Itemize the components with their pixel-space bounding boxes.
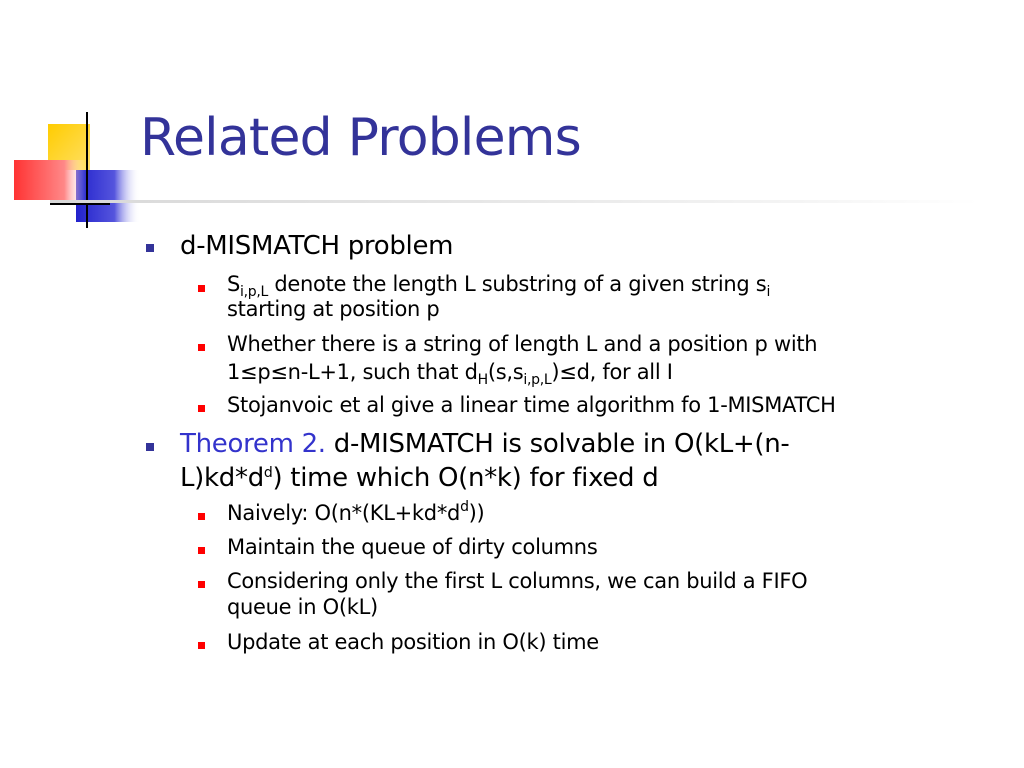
sub-bullet-marker	[198, 285, 205, 292]
superscript: d	[460, 499, 469, 515]
bullet-line	[180, 461, 790, 495]
text-run: L)kd*d	[180, 463, 264, 493]
sub-bullet-line: Stojanvoic et al give a linear time algorithm fo 1-MISMATCH	[227, 393, 836, 417]
sub-bullet-line: starting at position p	[227, 297, 440, 321]
sub-bullet-line	[227, 270, 770, 298]
bullet-theorem	[180, 427, 790, 495]
theorem-label: Theorem 2.	[180, 429, 326, 459]
sub-bullet-marker	[198, 642, 205, 649]
sub-bullet-marker	[198, 405, 205, 412]
sub-bullet-line: queue in O(kL)	[227, 595, 378, 619]
slide-title: Related Problems	[140, 108, 581, 168]
superscript: d	[263, 465, 273, 481]
bullet-marker	[146, 244, 154, 252]
text-run: )≤d, for all I	[551, 360, 673, 384]
sub-bullet-marker	[198, 581, 205, 588]
subscript: i,p,L	[523, 372, 552, 388]
sub-bullet-considering	[227, 567, 807, 621]
text-run: d-MISMATCH is solvable in O(kL+(n-	[325, 429, 790, 459]
text-run: (s,s	[487, 360, 524, 384]
sub-bullet-line: Considering only the first L columns, we can build a FIFO	[227, 569, 808, 593]
sub-bullet-line: Whether there is a string of length L and a position p with	[227, 332, 818, 356]
sub-bullet-update	[227, 628, 599, 656]
sub-bullet-line	[227, 499, 484, 527]
sub-bullet-maintain	[227, 533, 597, 561]
subscript: i	[766, 284, 771, 300]
text-run: 1≤p≤n-L+1, such that d	[227, 360, 478, 384]
subscript: i,p,L	[240, 284, 269, 300]
sub-bullet-line: Maintain the queue of dirty columns	[227, 535, 598, 559]
sub-bullet-line: Update at each position in O(k) time	[227, 630, 599, 654]
bullet-line	[180, 427, 790, 461]
text-run: denote the length L substring of a given string s	[268, 272, 767, 296]
text-run: ) time which O(n*k) for fixed d	[272, 463, 659, 493]
bullet-text: d-MISMATCH problem	[180, 231, 454, 261]
sub-bullet-substring	[227, 270, 770, 323]
sub-bullet-marker	[198, 513, 205, 520]
text-run: ))	[468, 501, 485, 525]
bullet-d-mismatch	[180, 229, 453, 263]
sub-bullet-stojanvoic	[227, 391, 836, 419]
text-run: S	[227, 272, 241, 296]
sub-bullet-marker	[198, 547, 205, 554]
sub-bullet-marker	[198, 344, 205, 351]
text-run: Naively: O(n*(KL+kd*d	[227, 501, 461, 525]
sub-bullet-whether	[227, 330, 817, 386]
bullet-marker	[146, 443, 154, 451]
sub-bullet-naively	[227, 499, 484, 527]
subscript: H	[477, 372, 488, 388]
sub-bullet-line	[227, 358, 817, 386]
